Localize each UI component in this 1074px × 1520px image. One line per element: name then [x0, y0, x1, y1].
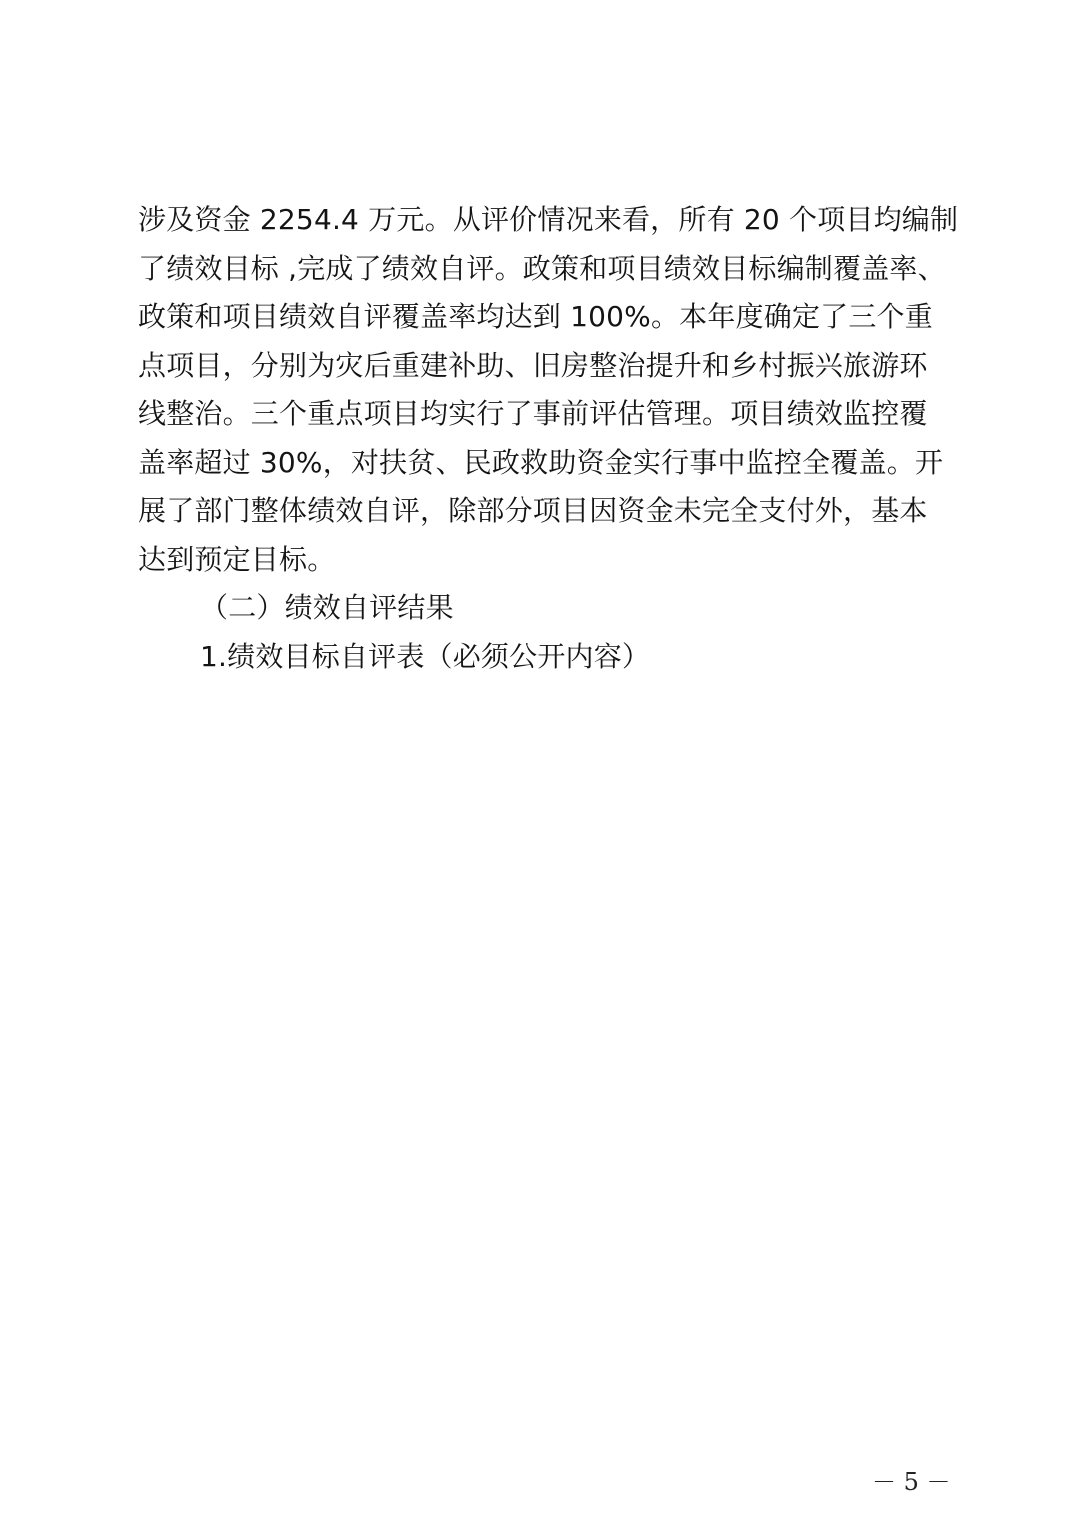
- section-heading: （二）绩效自评结果: [200, 591, 454, 624]
- subsection-heading: 1.绩效目标自评表（必须公开内容）: [200, 639, 651, 673]
- paragraph-line: 达到预定目标。: [138, 542, 336, 576]
- paragraph-line: 展了部门整体绩效自评，除部分项目因资金未完全支付外，基本: [138, 494, 928, 527]
- paragraph-line: 点项目，分别为灾后重建补助、旧房整治提升和乡村振兴旅游环: [138, 348, 928, 382]
- page-number: － 5 －: [872, 1468, 951, 1496]
- paragraph-line: 线整治。三个重点项目均实行了事前评估管理。项目绩效监控覆: [138, 397, 928, 430]
- paragraph-line: 政策和项目绩效自评覆盖率均达到 100%。本年度确定了三个重: [138, 300, 933, 333]
- document-body: [138, 196, 959, 681]
- paragraph-line: 涉及资金 2254.4 万元。从评价情况来看，所有 20 个项目均编制: [138, 203, 959, 236]
- paragraph-line: 了绩效目标 ,完成了绩效自评。政策和项目绩效目标编制覆盖率、: [138, 251, 946, 285]
- paragraph-line: 盖率超过 30%，对扶贫、民政救助资金实行事中监控全覆盖。开: [138, 445, 944, 479]
